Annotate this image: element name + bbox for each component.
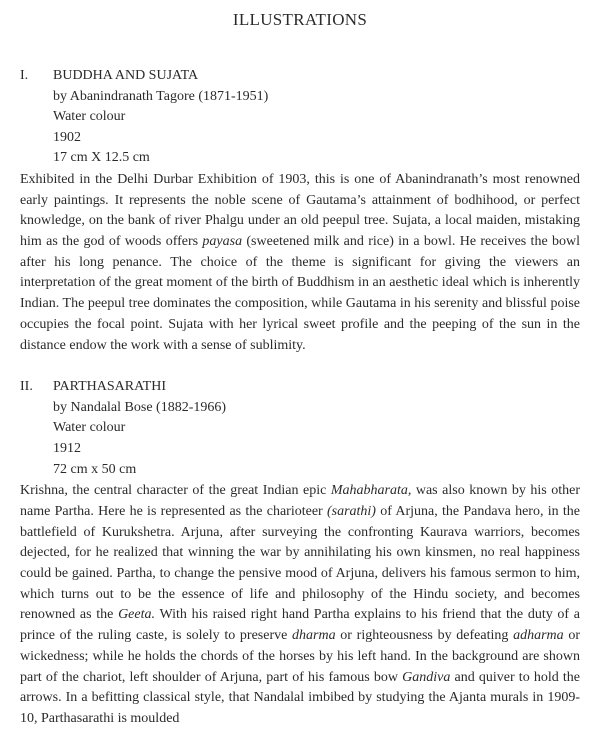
entry-medium: Water colour [53,109,126,125]
italic-text-run: Gandiva [402,669,451,685]
italic-text-run: Mahabharata, [330,483,412,499]
text-run: and quiver to hold the arrows. In a befitting classical style, that Nandalal imbibed by studying the Ajanta murals in 1909-10, Parthasarathi is moulded [20,669,580,726]
text-run: or wickedness; while he holds the chords of the horses by his left hand. In the background are shown part of the chariot, left shoulder of Arjuna, part of his famous bow [20,628,581,685]
entry-metadata [20,66,580,169]
entry-description [20,481,580,729]
page-heading: ILLUSTRATIONS [232,10,368,29]
text-run: Exhibited in the Delhi Durbar Exhibition of 1903, this is one of Abanindranath’s most renowned early paintings. It represents the noble scene of Gautama’s attainment of bodhihood, or perfect knowledge, on the bank of river Phalgu under an old peepul tree. Sujata, a local maiden, mistaking him as the god of woods offers [20,171,580,250]
entry-size: 72 cm x 50 cm [53,461,137,477]
entry-year: 1912 [53,441,81,457]
italic-text-run: dharma [292,628,336,644]
entry-metadata [20,377,580,480]
entry-numeral: II. [20,379,33,395]
entry-title: PARTHASARATHI [53,379,166,395]
entry-artist: by Abanindranath Tagore (1871-1951) [53,88,269,104]
text-run: Krishna, the central character of the great Indian epic [20,483,331,499]
entry-numeral: I. [20,68,29,83]
italic-text-run: payasa [202,234,243,250]
entry-size: 17 cm X 12.5 cm [53,150,150,166]
entry-artist: by Nandalal Bose (1882-1966) [53,399,227,415]
text-run: (sweetened milk and rice) in a bowl. He receives the bowl after his long penance. The choice of the theme is significant for giving the viewers an interpretation of the great moment of the birth of Buddhism in an aesthetic ideal which is inherently Indian. The peepul tree dominates the composition, while Gautama in his serenity and blissful poise occupies the focal point. Sujata with her lyrical sweet profile and the peeping of the sun in the distance endow the work with a sense of sublimity. [20,234,580,353]
text-run: or righteousness by defeating [335,628,514,644]
entry-medium: Water colour [53,420,126,436]
entry-description [20,170,580,356]
entry-year: 1902 [53,129,81,145]
italic-text-run: (sarathi) [326,503,376,519]
italic-text-run: adharma [513,628,564,644]
illustration-entry-2 [20,377,580,729]
italic-text-run: Geeta. [118,607,155,623]
illustration-entry-1 [20,66,580,356]
text-run: With his raised right hand Partha explains to his friend that the duty of a prince of the ruling caste, is solely to preserve [20,607,580,644]
text-run: of Arjuna, the Pandava hero, in the battlefield of Kurukshetra. Arjuna, after surveying the confronting Kaurava warriors, becomes dejected, for he realized that winning the war by annihilating his own kinsmen, no real happiness could be gained. Partha, to change the pensive mood of Arjuna, delivers his famous sermon to him, which turns out to be the essence of life and philosophy of the Hindu society, and becomes renowned as the [20,503,580,623]
text-run: was also known by his other name Partha. Here he is represented as the charioteer [20,483,580,519]
entry-title: BUDDHA AND SUJATA [53,68,199,83]
